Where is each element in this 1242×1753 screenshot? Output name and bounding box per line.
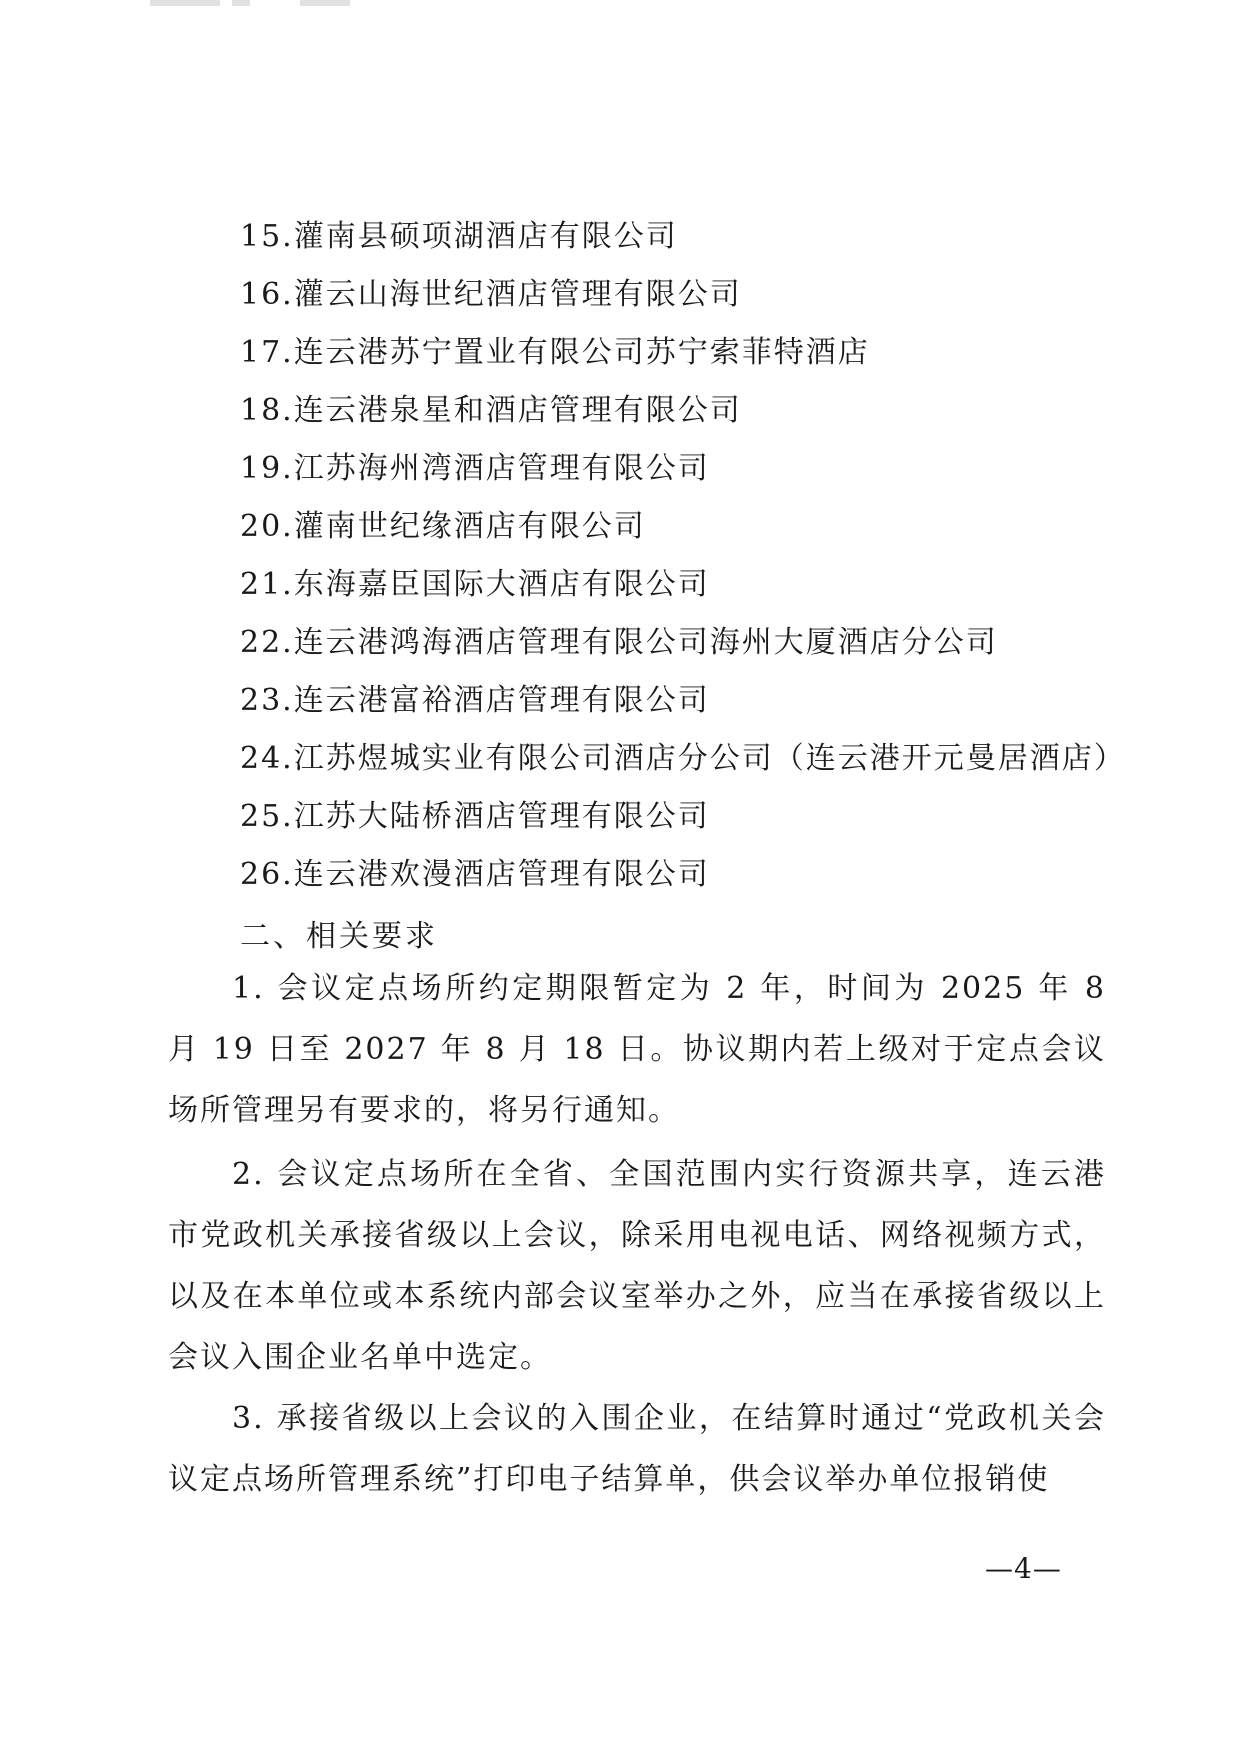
paragraph-2: 2. 会议定点场所在全省、全国范围内实行资源共享，连云港市党政机关承接省级以上会议，除采用电视电话、网络视频方式，以及在本单位或本系统内部会议室举办之外，应当在承接省级以上会议入围企业名单中选定。	[168, 1157, 1106, 1375]
list-item: 23.连云港富裕酒店管理有限公司	[240, 683, 710, 718]
paragraph-3: 3. 承接省级以上会议的入围企业，在结算时通过“党政机关会议定点场所管理系统”打印电子结算单，供会议举办单位报销使	[168, 1401, 1106, 1497]
section-heading: 二、相关要求	[240, 919, 438, 954]
page-number: —4—	[985, 1552, 1062, 1585]
list-item: 22.连云港鸿海酒店管理有限公司海州大厦酒店分公司	[240, 625, 998, 660]
list-item: 16.灌云山海世纪酒店管理有限公司	[240, 277, 742, 312]
list-item: 24.江苏煜城实业有限公司酒店分公司（连云港开元曼居酒店）	[240, 741, 1126, 776]
list-item: 21.东海嘉臣国际大酒店有限公司	[240, 567, 710, 602]
list-item: 15.灌南县硕项湖酒店有限公司	[240, 219, 678, 254]
list-item: 26.连云港欢漫酒店管理有限公司	[240, 857, 710, 892]
scan-artifact	[232, 0, 250, 6]
list-item: 18.连云港泉星和酒店管理有限公司	[240, 393, 742, 428]
scan-artifact	[150, 0, 220, 6]
list-item: 19.江苏海州湾酒店管理有限公司	[240, 451, 710, 486]
paragraph-1: 1. 会议定点场所约定期限暂定为 2 年，时间为 2025 年 8 月 19 日至 2027 年 8 月 18 日。协议期内若上级对于定点会议场所管理另有要求的，将另行通知。	[168, 971, 1106, 1128]
scan-artifact	[300, 0, 350, 6]
list-item: 25.江苏大陆桥酒店管理有限公司	[240, 799, 710, 834]
list-item: 17.连云港苏宁置业有限公司苏宁索菲特酒店	[240, 335, 870, 370]
list-item: 20.灌南世纪缘酒店有限公司	[240, 509, 646, 544]
hotel-list	[240, 208, 1126, 904]
